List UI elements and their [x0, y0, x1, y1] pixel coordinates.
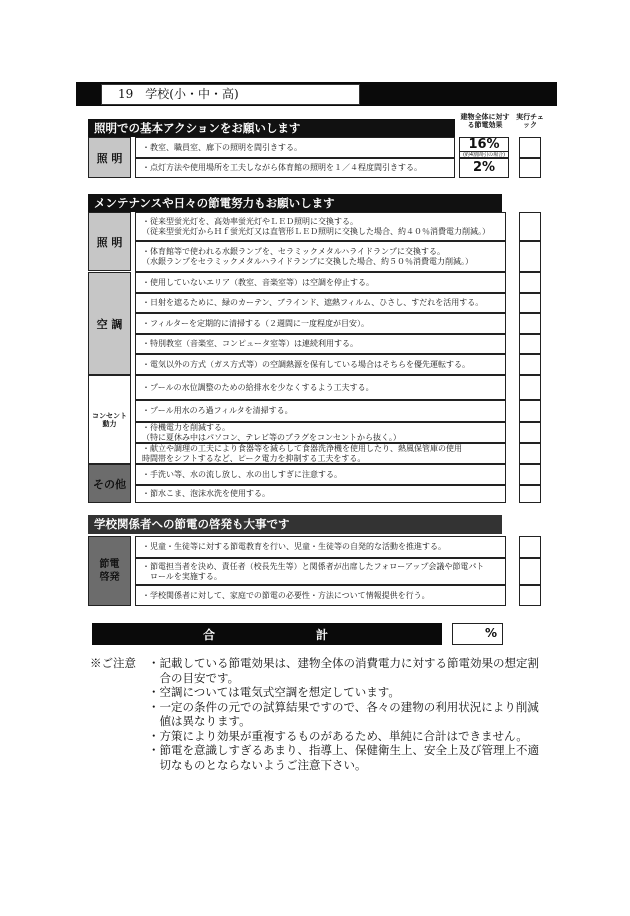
section3-label-awareness: 節電啓発: [88, 536, 131, 606]
action-text: ・児童・生徒等に対する節電教育を行い、児童・生徒等の自発的な活動を推進する。: [142, 542, 446, 551]
section1-label-lighting: 照 明: [88, 137, 131, 178]
check-box[interactable]: [519, 137, 541, 158]
check-box[interactable]: [519, 485, 541, 503]
note-line: ・方策により効果が重複するものがあるため、単純に合計はできません。: [148, 728, 528, 743]
check-box[interactable]: [519, 293, 541, 313]
action-text: ・日射を遮るために、緑のカーテン、ブラインド、遮熱フィルム、ひさし、すだれを活用する。: [142, 298, 484, 307]
check-box[interactable]: [519, 464, 541, 485]
check-box[interactable]: [519, 354, 541, 375]
note-line: 値は異なります。: [148, 714, 251, 728]
action-text: ・電気以外の方式（ガス方式等）の空調熱源を保有している場合はそちらを優先運転する。: [142, 359, 470, 369]
note-line: ・節電を意識しすぎるあまり、指導上、保健衛生上、安全上及び管理上不適: [148, 743, 539, 757]
check-box[interactable]: [519, 558, 541, 585]
effect-value: 2%: [459, 158, 509, 178]
note-line: ・空調については電気式空調を想定しています。: [148, 685, 400, 699]
check-box[interactable]: [519, 443, 541, 464]
action-row: [135, 422, 506, 443]
effect-value-box: [459, 137, 509, 158]
action-row: [135, 313, 506, 334]
action-text: ・手洗い等、水の流し放し、水の出しすぎに注意する。: [142, 469, 342, 479]
check-box[interactable]: [519, 334, 541, 354]
action-row: ・教室、職員室、廊下の照明を間引きする。: [135, 137, 455, 158]
total-label-1: 合: [203, 628, 216, 642]
action-row: [135, 400, 506, 422]
action-text: ・プールの水位調整のための給排水を少なくするよう工夫する。: [142, 382, 374, 392]
check-box[interactable]: [519, 400, 541, 422]
check-box[interactable]: [519, 212, 541, 241]
action-row: [135, 464, 506, 485]
action-text: ・プール用水のろ過フィルタを清掃する。: [142, 406, 293, 415]
action-text: ・特別教室（音楽室、コンピュータ室等）は連続利用する。: [142, 339, 358, 348]
notes-heading: ※ご注意: [90, 656, 136, 670]
check-column-header: 実行チェック: [516, 113, 544, 129]
action-row: [135, 443, 506, 464]
section1-header: 照明での基本アクションをお願いします: [88, 119, 455, 137]
action-text: ロールを実施する。: [142, 571, 222, 581]
action-text: ・使用していないエリア（教室、音楽室等）は空調を停止する。: [142, 277, 374, 287]
action-text: ・献立や調理の工夫により食器等を減らして食器洗浄機を使用したり、熱風保管庫の使用: [142, 443, 462, 453]
section2-label-other: その他: [88, 464, 131, 503]
action-row: [135, 375, 506, 400]
check-box[interactable]: [519, 313, 541, 334]
section3-header: 学校関係者への節電の啓発も大事です: [88, 515, 502, 534]
effect-value: 16%: [468, 137, 500, 152]
check-box[interactable]: [519, 272, 541, 293]
action-row: [135, 536, 506, 558]
action-row: [135, 485, 506, 503]
check-box[interactable]: [519, 375, 541, 400]
action-row: [135, 293, 506, 313]
total-unit: %: [484, 626, 497, 640]
section2-header: メンテナンスや日々の節電努力もお願いします: [88, 194, 502, 212]
action-row: [135, 354, 506, 375]
action-row: [135, 334, 506, 354]
check-box[interactable]: [519, 158, 541, 178]
check-box[interactable]: [519, 536, 541, 558]
action-row: [135, 241, 506, 272]
action-text: （従来型蛍光灯からＨｆ蛍光灯又は直管形ＬＥＤ照明に交換した場合、約４０％消費電力削減。）: [142, 226, 490, 236]
section2-label-aircon: 空 調: [88, 272, 131, 375]
action-text: （水銀ランプをセラミックメタルハライドランプに交換した場合、約５０％消費電力削減。）: [142, 256, 473, 266]
action-text: 時間帯をシフトするなど、ピーク電力を抑制する工夫をする。: [142, 453, 366, 463]
effect-note: (約4割間引の場合): [460, 151, 508, 158]
note-line: ・一定の条件の元での試算結果ですので、各々の建物の利用状況により削減: [148, 699, 539, 714]
action-text: ・従来型蛍光灯を、高効率蛍光灯やＬＥＤ照明に交換する。: [142, 216, 358, 226]
section2-label-outlet-power: コンセント動力: [88, 375, 131, 464]
check-box[interactable]: [519, 241, 541, 272]
check-box[interactable]: [519, 422, 541, 443]
action-row: [135, 558, 506, 585]
total-bar: [92, 623, 442, 645]
action-row: [135, 585, 506, 606]
action-text: （特に夏休み中はパソコン、テレビ等のプラグをコンセントから抜く。）: [142, 432, 401, 442]
effect-column-header: 建物全体に対する節電効果: [460, 113, 510, 129]
total-label-2: 計: [316, 628, 329, 642]
notes-list: [148, 656, 568, 772]
action-row: ・点灯方法や使用場所を工夫しながら体育館の照明を１／４程度間引きする。: [135, 158, 455, 178]
section2-label-lighting: 照 明: [88, 212, 131, 271]
check-box[interactable]: [519, 585, 541, 606]
total-percent-box[interactable]: [452, 623, 503, 645]
page-title: 19 学校(小・中・高): [101, 84, 360, 105]
action-text: ・待機電力を削減する。: [142, 422, 230, 432]
action-text: ・フィルターを定期的に清掃する（２週間に一度程度が目安）。: [142, 318, 370, 328]
action-row: [135, 212, 506, 241]
action-text: ・学校関係者に対して、家庭での節電の必要性・方法について情報提供を行う。: [142, 590, 430, 600]
action-text: ・節水こま、泡沫水洗を使用する。: [142, 489, 270, 498]
note-line: 合の目安です。: [148, 670, 240, 685]
action-row: [135, 272, 506, 293]
note-line: 切なものとならないようご注意下さい。: [148, 757, 367, 772]
action-text: ・体育館等で使われる水銀ランプを、セラミックメタルハライドランプに交換する。: [142, 246, 445, 256]
action-text: ・節電担当者を決め、責任者（校長先生等）と関係者が出席したフォローアップ会議や節電パト: [142, 561, 485, 571]
note-line: ・記載している節電効果は、建物全体の消費電力に対する節電効果の想定割: [148, 656, 539, 670]
